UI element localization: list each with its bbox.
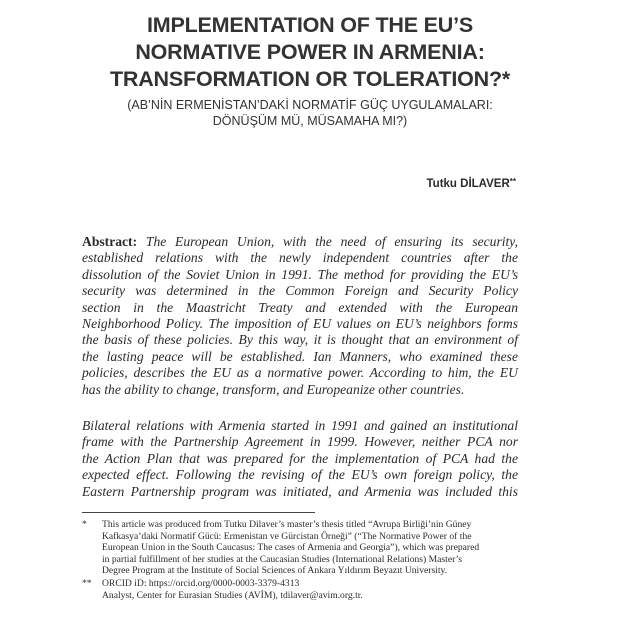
title-line: IMPLEMENTATION OF THE EU’S	[146, 13, 474, 37]
orcid-link[interactable]: ORCID iD: https://orcid.org/0000-0003-3379-4313	[102, 577, 300, 589]
footnote-line: in partial fulfillment of her studies at the Caucasian Studies (International Relations) Master’s	[102, 553, 463, 565]
author-footnote-mark: **	[509, 177, 516, 186]
author-name: Tutku DİLAVER	[426, 178, 510, 190]
footnote-mark: *	[82, 519, 87, 530]
abstract-paragraph-2	[82, 418, 518, 500]
footnote	[82, 578, 518, 601]
abstract-line: the lasting peace will be established. Ian Manners, who examined these	[82, 348, 518, 364]
footnote-line: European Union in the South Caucasus: The cases of Armenia and Georgia”), which was prepared	[102, 542, 480, 554]
paragraph-line: Bilateral relations with Armenia started in 1991 and gained an institutional	[82, 418, 518, 433]
footnote-line: Degree Program at the Institute of Social Sciences of Ankara Yıldırım Beyazıt University.	[102, 565, 448, 577]
abstract-line: Neighborhood Policy. The imposition of EU values on EU’s neighbors forms	[82, 316, 518, 332]
paragraph-line: expected effect. Following the revising of the EU’s own foreign policy, the	[82, 467, 518, 483]
subtitle-line: DÖNÜŞÜM MÜ, MÜSAMAHA MI?)	[212, 114, 408, 128]
abstract-line: established relations with the newly independent countries after the	[82, 250, 518, 266]
abstract-line: the basis of these policies. By this way, it is thought that an environment of	[82, 332, 518, 348]
paragraph-line: frame with the Partnership Agreement in 1999. However, neither PCA nor	[82, 434, 518, 450]
title-line: NORMATIVE POWER IN ARMENIA:	[135, 40, 485, 64]
footnote-line: This article was produced from Tutku Dilaver’s master’s thesis titled “Avrupa Birliği’nin Güney	[102, 519, 472, 530]
author-byline	[427, 177, 517, 190]
subtitle-line: (AB’NİN ERMENİSTAN’DAKİ NORMATİF GÜÇ UYGULAMALARI:	[127, 98, 493, 112]
author-affiliation: Analyst, Center for Eurasian Studies (AVİM), tdilaver@avim.org.tr.	[102, 589, 363, 601]
footnote-mark: **	[82, 577, 92, 589]
article-subtitle	[70, 97, 550, 129]
abstract-line: security was determined in the Common Foreign and Security Policy	[82, 283, 518, 299]
abstract-line: policies, describes the EU as a normative power. According to him, the EU	[82, 365, 518, 381]
footnote	[82, 519, 518, 577]
abstract-line: section in the Maastricht Treaty and extended with the European	[82, 299, 518, 315]
article-title	[70, 12, 550, 93]
abstract-line: dissolution of the Soviet Union in 1991. The method for providing the EU’s	[82, 266, 518, 282]
footnote-divider	[82, 512, 315, 513]
footnotes	[82, 519, 518, 601]
abstract-paragraph	[82, 234, 518, 398]
abstract-line: has the ability to change, transform, and Europeanize other countries.	[82, 381, 465, 397]
abstract-text: The European Union, with the need of ensuring its security,	[145, 234, 518, 249]
abstract-line	[82, 234, 518, 250]
paragraph-line: Eastern Partnership program was initiated, and Armenia was included this	[82, 483, 518, 499]
paragraph-line: the Action Plan that was prepared for the implementation of PCA had the	[82, 450, 518, 466]
footnote-line: Kafkasya’daki Normatif Gücü: Ermenistan ve Gürcistan Örneği” (“The Normative Power of the	[102, 530, 472, 542]
abstract-label: Abstract:	[82, 234, 138, 249]
title-line: TRANSFORMATION OR TOLERATION?*	[109, 67, 511, 91]
